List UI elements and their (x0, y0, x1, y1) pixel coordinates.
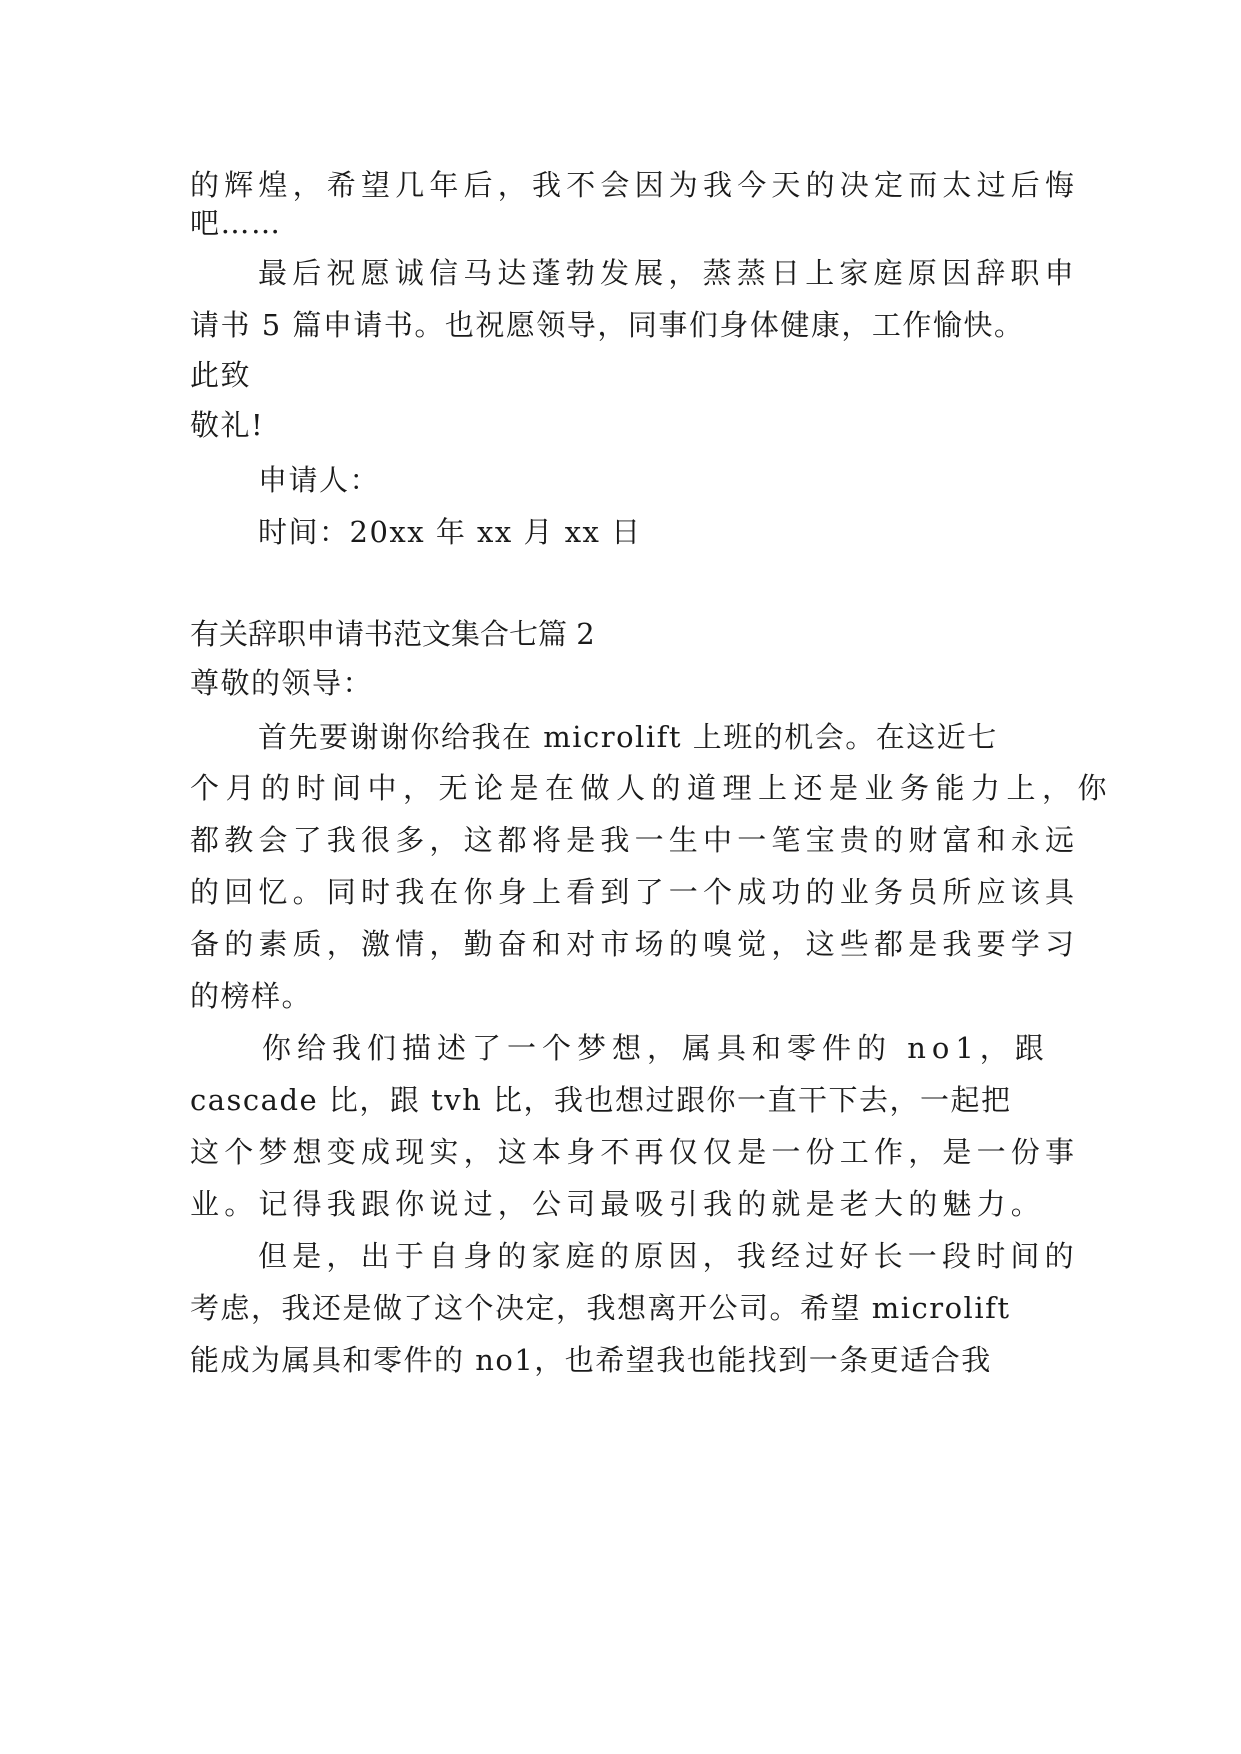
closing-salute: 敬礼! (190, 408, 265, 442)
text-line: 的榜样。 (190, 979, 313, 1013)
text-line: 的辉煌，希望几年后，我不会因为我今天的决定而太过后悔 (190, 168, 1080, 202)
salutation: 尊敬的领导： (190, 666, 374, 700)
text-line: 的回忆。同时我在你身上看到了一个成功的业务员所应该具 (190, 875, 1080, 909)
text-line: 考虑，我还是做了这个决定，我想离开公司。希望 microlift (190, 1291, 1011, 1325)
text-line: 都教会了我很多，这都将是我一生中一笔宝贵的财富和永远 (190, 823, 1080, 857)
text-line: 备的素质，激情，勤奋和对市场的嗅觉，这些都是我要学习 (190, 927, 1080, 961)
text-line: 能成为属具和零件的 no1，也希望我也能找到一条更适合我 (190, 1343, 992, 1377)
text-line: 这个梦想变成现实，这本身不再仅仅是一份工作，是一份事 (190, 1135, 1080, 1169)
text-line: cascade 比，跟 tvh 比，我也想过跟你一直干下去，一起把 (190, 1083, 1012, 1117)
text-line: 首先要谢谢你给我在 microlift 上班的机会。在这近七 (258, 720, 998, 754)
text-line: 请书 5 篇申请书。也祝愿领导，同事们身体健康，工作愉快。 (190, 308, 1025, 342)
text-line: 最后祝愿诚信马达蓬勃发展，蒸蒸日上家庭原因辞职申 (258, 256, 1079, 290)
closing-text: 此致 (190, 358, 252, 392)
text-line: 个月的时间中，无论是在做人的道理上还是业务能力上，你 (190, 771, 1114, 805)
applicant-label: 申请人： (258, 463, 381, 497)
date-line: 时间：20xx 年 xx 月 xx 日 (258, 515, 642, 549)
text-line: 吧…… (190, 206, 282, 240)
section-title: 有关辞职申请书范文集合七篇 2 (190, 617, 595, 651)
text-line: 你给我们描述了一个梦想，属具和零件的 no1，跟 (262, 1031, 1050, 1065)
text-line: 但是，出于自身的家庭的原因，我经过好长一段时间的 (258, 1239, 1079, 1273)
text-line: 业。记得我跟你说过，公司最吸引我的就是老大的魅力。 (190, 1187, 1046, 1221)
